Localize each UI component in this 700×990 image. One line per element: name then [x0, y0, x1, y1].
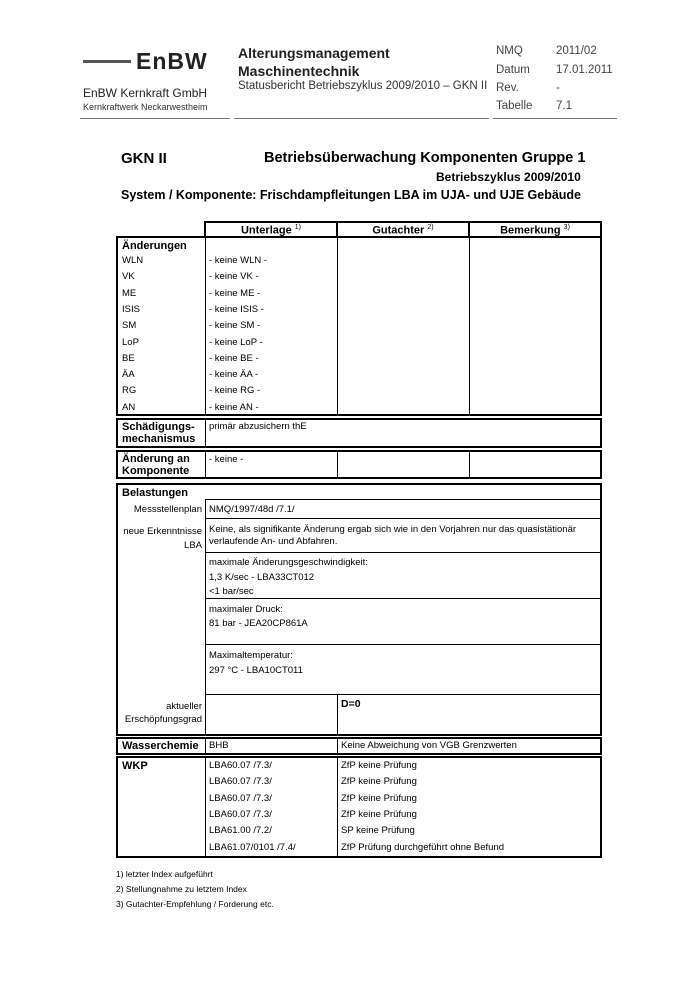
colhead-gutachter: Gutachter $^{2)}$ [372, 224, 434, 237]
wasserchemie-bemerkung: Keine Abweichung von VGB Grenzwerten [341, 740, 517, 751]
aenderung-value: - keine ME - [209, 287, 261, 299]
footnote-2: 2) Stellungnahme zu letztem Index [116, 884, 247, 894]
aenderung-value: - keine AN - [209, 401, 259, 413]
aenderung-value: - keine LoP - [209, 336, 263, 348]
schaedigung-title: Schädigungs- mechanismus [122, 421, 196, 445]
colhead-bemerkung: Bemerkung $^{3)}$ [500, 224, 570, 237]
aenderung-label-vk: VK [122, 271, 135, 283]
logo-line [83, 60, 131, 63]
aenderungen-section [116, 236, 602, 416]
meta-value-rev: - [556, 82, 560, 94]
aenderungsgeschw-value-2: <1 bar/sec [209, 586, 254, 597]
header-title-2: Maschinentechnik [238, 63, 360, 79]
aenderung-value: - keine WLN - [209, 255, 268, 266]
aenderung-label-äa: ÄA [122, 369, 135, 381]
aenderung-label-isis: ISIS [122, 303, 140, 315]
column-divider [205, 499, 206, 736]
wkp-unterlage: LBA60.07 /7.3/ [209, 760, 272, 771]
enbw-logo: EnBW [136, 48, 208, 74]
wkp-bemerkung: SP keine Prüfung [341, 825, 415, 837]
wasserchemie-unterlage: BHB [209, 740, 229, 751]
column-divider [469, 450, 470, 479]
wasserchemie-title: Wasserchemie [122, 740, 199, 752]
column-divider [337, 756, 338, 858]
row-divider [205, 552, 601, 553]
column-divider [205, 418, 206, 448]
aenderung-label-me: ME [122, 287, 137, 299]
header-rule [234, 118, 489, 119]
aenderung-label-an: AN [122, 401, 136, 413]
company-name: EnBW Kernkraft GmbH [83, 86, 208, 100]
wkp-unterlage: LBA61.07/0101 /7.4/ [209, 841, 296, 853]
temp-label: Maximaltemperatur: [209, 650, 293, 661]
footnote-1: 1) letzter Index aufgeführt [116, 869, 213, 879]
plant-name: Kernkraftwerk Neckarwestheim [83, 102, 208, 112]
row-divider [205, 644, 601, 645]
meta-label-nmq: NMQ [496, 45, 523, 57]
row-divider [205, 694, 601, 695]
column-divider [337, 236, 338, 416]
cycle-title: Betriebszyklus 2009/2010 [436, 170, 581, 184]
column-divider [205, 450, 206, 479]
komponente-title: Änderung an Komponente [122, 453, 190, 477]
meta-label-tabelle: Tabelle [496, 100, 533, 112]
aenderung-value: - keine ISIS - [209, 303, 264, 315]
header-title-3: Statusbericht Betriebszyklus 2009/2010 – GKN II [238, 80, 488, 92]
aenderung-label-wln: WLN [122, 255, 144, 266]
schaedigung-value: primär abzusichern thE [209, 421, 307, 432]
wkp-title: WKP [122, 760, 148, 772]
colhead-unterlage: Unterlage $^{1)}$ [240, 224, 302, 237]
aenderungsgeschw-label: maximale Änderungsgeschwindigkeit: [209, 557, 368, 568]
row-divider [205, 598, 601, 599]
erkenntnisse-label: neue Erkenntnisse LBA [123, 526, 202, 551]
plant-code: GKN II [121, 150, 167, 167]
wkp-bemerkung: ZfP Prüfung durchgeführt ohne Befund [341, 841, 505, 853]
aenderung-value: - keine SM - [209, 320, 261, 332]
aenderung-label-be: BE [122, 352, 135, 364]
column-divider [337, 737, 338, 755]
meta-value-nmq: 2011/02 [556, 45, 597, 57]
header-title-1: Alterungsmanagement [238, 45, 390, 61]
row-divider [205, 518, 601, 519]
wkp-unterlage: LBA60.07 /7.3/ [209, 808, 272, 820]
header-rule [493, 118, 617, 119]
messstellenplan-value: NMQ/1997/48d /7.1/ [209, 504, 295, 515]
aenderung-label-sm: SM [122, 320, 137, 332]
aenderung-value: - keine ÄA - [209, 369, 259, 381]
aenderung-value: - keine RG - [209, 385, 261, 397]
aenderung-value: - keine BE - [209, 352, 259, 364]
erkenntnisse-value: Keine, als signifikante Änderung ergab sich wie in den Vorjahren nur das quasistätionär verlaufende An- und Abfahren. [209, 524, 577, 547]
aenderungsgeschw-value-1: 1,3 K/sec - LBA33CT012 [209, 572, 315, 583]
wkp-bemerkung: ZfP keine Prüfung [341, 792, 417, 804]
komponente-value: - keine - [209, 454, 244, 465]
meta-label-datum: Datum [496, 64, 530, 76]
erschoepfung-value: D=0 [341, 698, 361, 710]
aenderungen-title: Änderungen [122, 240, 187, 252]
aenderung-label-lop: LoP [122, 336, 139, 348]
meta-label-rev: Rev. [496, 82, 519, 94]
aenderung-label-rg: RG [122, 385, 137, 397]
system-title: System / Komponente: Frischdampfleitungen LBA im UJA- und UJE Gebäude [121, 188, 582, 202]
temp-value: 297 °C - LBA10CT011 [209, 665, 303, 676]
column-divider [337, 450, 338, 479]
header-rule [80, 118, 230, 119]
meta-value-datum: 17.01.2011 [556, 64, 613, 76]
messstellenplan-label: Messstellenplan [133, 504, 202, 515]
wkp-bemerkung: ZfP keine Prüfung [341, 808, 417, 820]
column-divider [205, 737, 206, 755]
column-divider [337, 694, 338, 736]
meta-value-tabelle: 7.1 [556, 100, 572, 112]
footnote-3: 3) Gutachter-Empfehlung / Forderung etc. [116, 899, 274, 909]
aenderung-value: - keine VK - [209, 271, 259, 283]
page-title: Betriebsüberwachung Komponenten Gruppe 1 [264, 150, 586, 166]
druck-label: maximaler Druck: [209, 604, 283, 615]
erschoepfung-label: aktueller Erschöpfungsgrad [124, 701, 202, 725]
wkp-bemerkung: ZfP keine Prüfung [341, 760, 417, 771]
wkp-unterlage: LBA60.07 /7.3/ [209, 792, 272, 804]
wkp-unterlage: LBA61.00 /7.2/ [209, 825, 272, 837]
druck-value: 81 bar - JEA20CP861A [209, 618, 308, 629]
row-divider [205, 499, 601, 500]
wkp-unterlage: LBA60.07 /7.3/ [209, 776, 272, 788]
column-divider [469, 236, 470, 416]
column-divider [205, 236, 206, 416]
wkp-bemerkung: ZfP keine Prüfung [341, 776, 417, 788]
belastungen-title: Belastungen [122, 487, 189, 499]
column-divider [205, 756, 206, 858]
